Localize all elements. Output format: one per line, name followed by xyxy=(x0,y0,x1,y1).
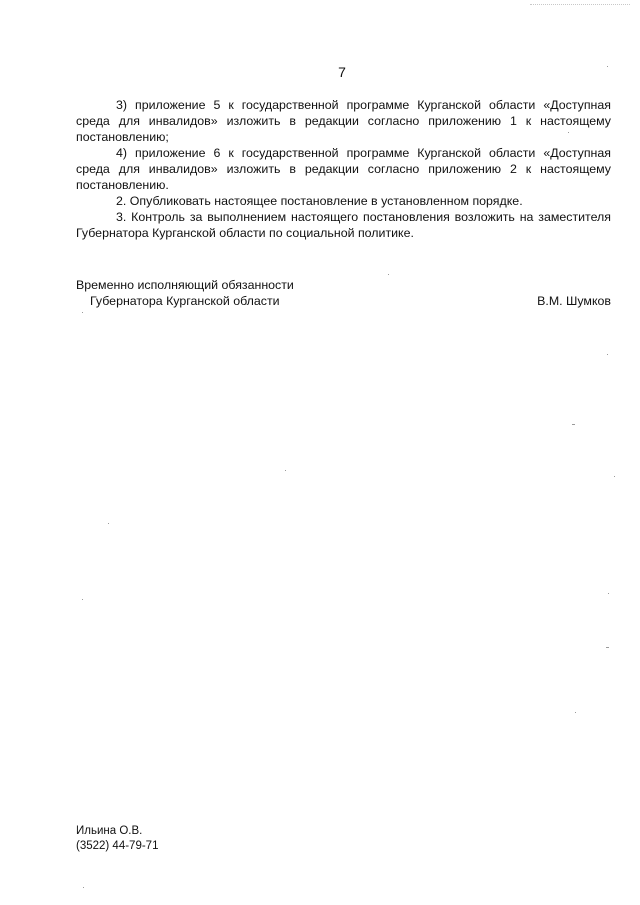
scan-speck xyxy=(575,712,576,713)
page-number: 7 xyxy=(338,64,346,80)
scan-speck xyxy=(82,599,83,600)
executor-info xyxy=(76,824,158,854)
scan-speck xyxy=(388,274,389,275)
paragraph-publish: 2. Опубликовать настоящее постановление в установленном порядке. xyxy=(116,194,523,208)
signatory-title-line-1: Временно исполняющий обязанности xyxy=(76,278,294,292)
executor-phone: (3522) 44-79-71 xyxy=(76,840,159,852)
document-body xyxy=(76,97,611,241)
scan-artifact-top xyxy=(530,4,630,6)
paragraph-control: 3. Контроль за выполнением настоящего постановления возложить на заместителя Губернатора Курганской области по социальной политике. xyxy=(76,210,611,240)
scan-speck xyxy=(83,887,84,888)
signatory-title-line-2: Губернатора Курганской области xyxy=(90,294,280,308)
scan-speck xyxy=(82,312,83,313)
signatory-name: В.М. Шумков xyxy=(537,294,611,308)
scan-speck xyxy=(568,132,569,133)
scan-speck xyxy=(607,66,608,67)
scan-speck xyxy=(607,354,608,355)
executor-name: Ильина О.В. xyxy=(76,825,143,837)
scan-speck xyxy=(108,523,109,524)
scan-speck xyxy=(606,647,609,648)
scan-speck xyxy=(285,470,286,471)
paragraph-item-4: 4) приложение 6 к государственной программе Курганской области «Доступная среда для инвалидов» изложить в редакции согласно приложению 2 к настоящему постановлению. xyxy=(76,146,611,192)
scan-speck xyxy=(614,476,615,477)
paragraph-item-3: 3) приложение 5 к государственной программе Курганской области «Доступная среда для инвалидов» изложить в редакции согласно приложению 1 к настоящему постановлению; xyxy=(76,98,611,144)
signature-block xyxy=(76,277,611,309)
signature-row xyxy=(76,293,611,309)
scan-speck xyxy=(572,424,575,425)
scan-speck xyxy=(608,593,609,594)
